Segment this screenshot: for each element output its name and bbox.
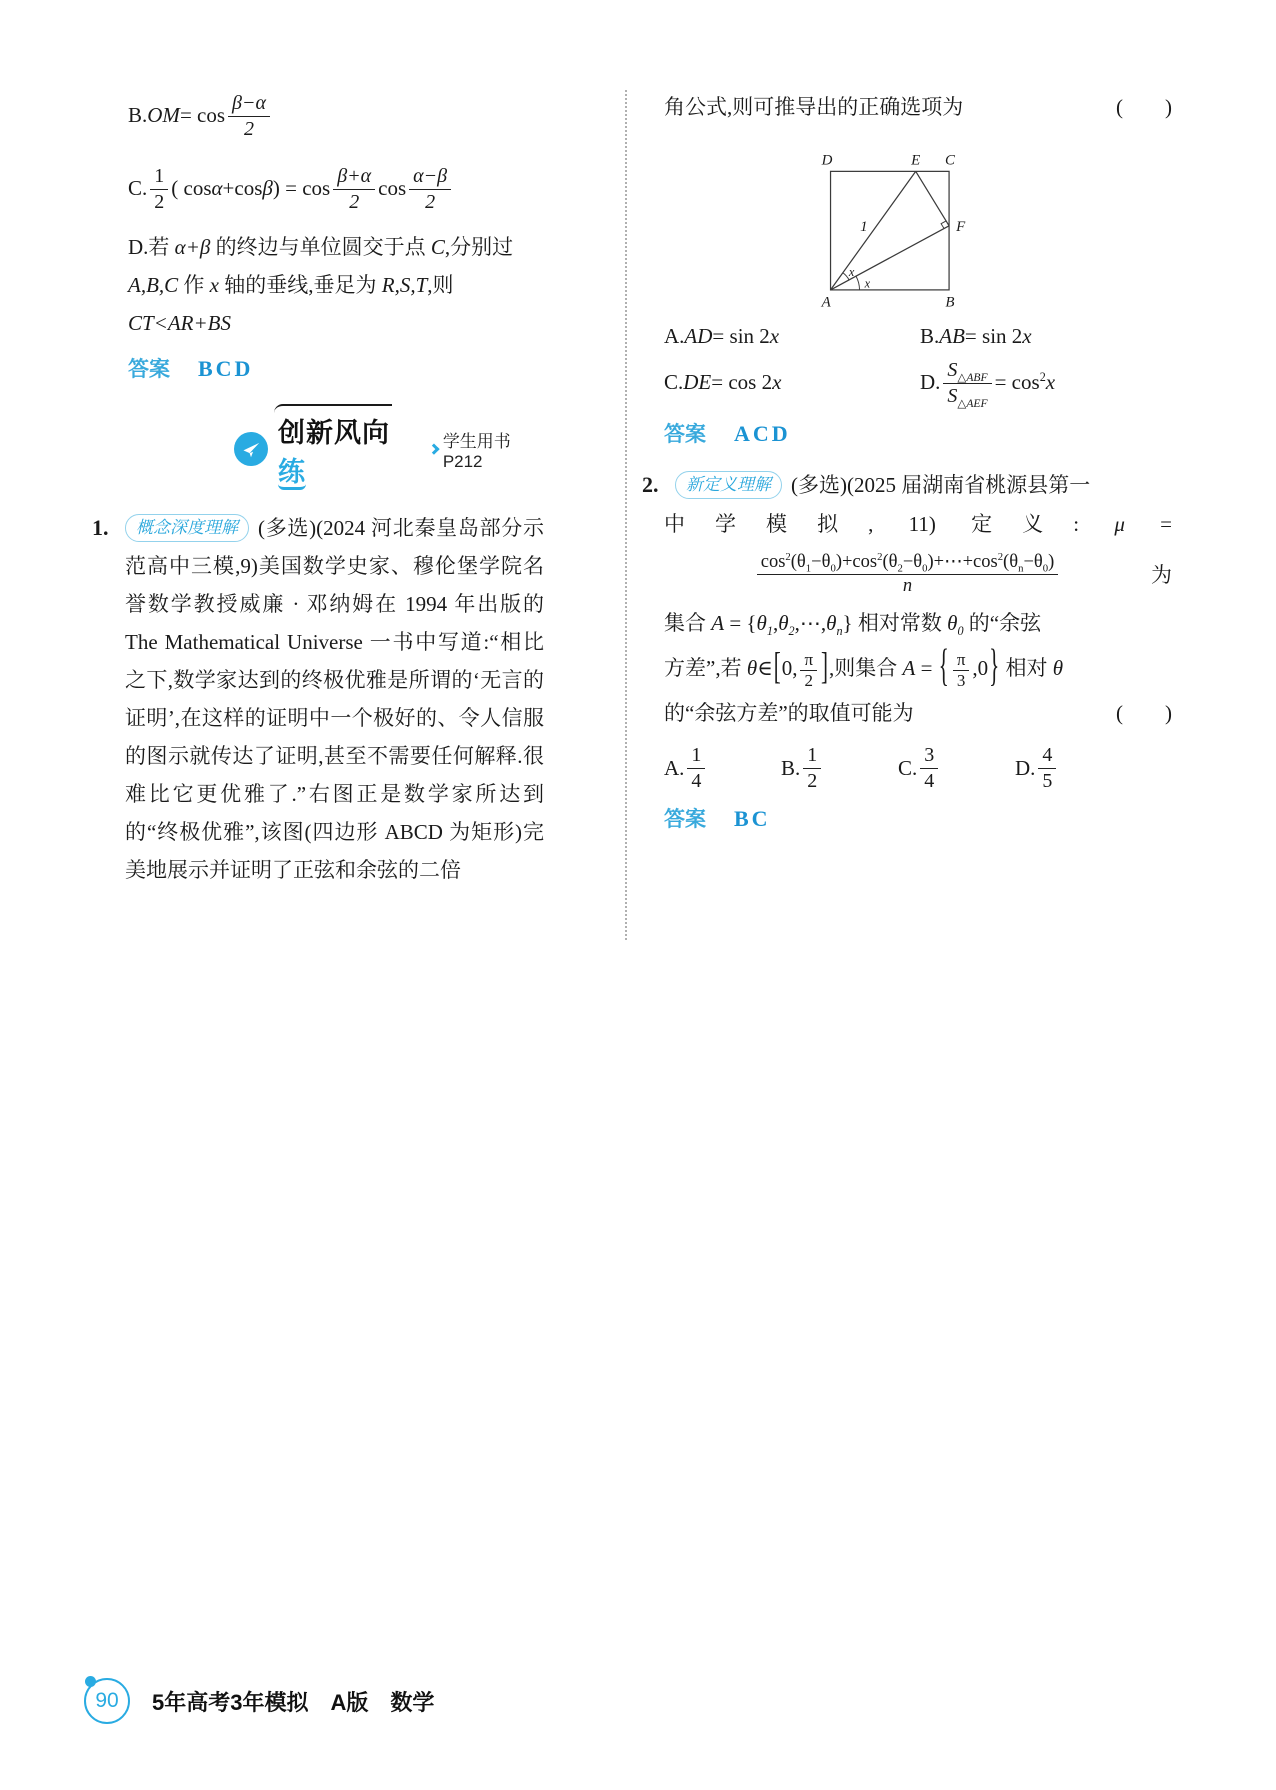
math-seg: C. [898,755,918,780]
math-seg: μ [1114,511,1125,536]
answer-value: BC [734,806,771,832]
math-seg: ) = cos [272,176,331,201]
math-seg: AB [939,324,965,348]
math-seg: x [772,370,782,395]
page-footer [84,1678,434,1724]
math-seg: ,则 [427,273,454,297]
fraction: $\frac{\pi}{3}$ [953,651,970,690]
math-seg: = sin 2 [964,324,1023,348]
choice-paren: ( ) [1116,95,1172,119]
math-seg: , [772,611,779,636]
math-seg: β [262,176,273,201]
math-seg: } [989,639,1000,692]
series-title: 5年高考3年模拟 [152,1689,309,1715]
math-seg: 相对 [1000,656,1053,681]
math-seg: B. [781,755,801,780]
question-2-line1: (多选)(2025 届湖南省桃源县第一 [791,472,1091,497]
math-seg: 的终边与单位圆交于点 [210,235,431,259]
math-seg: [ [773,644,781,688]
option-b-formula [92,88,544,144]
math-seg: A [902,656,916,681]
formula-suffix: 为 [1151,563,1172,588]
option-d-line2 [92,266,544,304]
page-number-badge [84,1678,130,1724]
math-seg: B. [920,324,940,348]
vertex-label-d: D [821,152,833,169]
book-title [152,1686,434,1717]
math-seg: 0, [781,656,798,681]
math-seg: ,⋯, [794,611,827,636]
question-2-line4 [642,639,1172,694]
answer-label: 答案 [664,808,706,832]
math-seg: 方差”,若 [664,656,747,681]
math-seg: $\theta_2$ [778,611,795,639]
angle-arc-lower [856,276,860,290]
math-seg: AD [684,324,713,348]
answer-value: BCD [198,356,254,381]
math-seg: ∈ [757,656,773,681]
option-c-formula [92,158,544,220]
math-seg: C. [664,370,684,395]
question-1-text: (多选)(2024 河北秦皇岛部分示范高中三模,9)美国数学史家、穆伦堡学院名誉数学教授威廉 · 邓纳姆在 1994 年出版的 The Mathematical Universe 一书中写道:“相比之下,数学家达到的终极优雅是所谓的‘无言的证明’,在这样的证明中一个极好的、令人信服的图示就传达了证明,甚至不需要任何解释.很难比它更优雅了.”右图正是数学家所达到的“终极优雅”,该图(四边形 ABCD 为矩形)完美地展示并证明了正弦和余弦的二倍 [125,516,544,882]
left-column [92,88,544,889]
math-seg: } 相对常数 [842,611,948,636]
right-column [642,88,1172,845]
math-seg: CT<AR+BS [128,311,232,335]
option-a [664,744,781,792]
question-2 [642,466,1172,504]
side-length-label: 1 [860,219,868,236]
fraction: $\frac{S_{\triangle ABF}}{S_{\triangle AEF}}$ [943,359,991,407]
fraction: $\frac{\beta-\alpha}{2}$ [228,92,270,140]
point-label-f: F [956,219,966,236]
rectangle-diagram [782,138,1002,318]
vertex-label-a: A [821,294,831,311]
option-c [664,370,920,395]
math-seg: 的“余弦 [963,611,1042,636]
math-seg: 中学模拟, 11) 定义: [664,511,1115,536]
math-seg: ,0 [972,656,989,681]
question-1-continuation-text: 角公式,则可推导出的正确选项为 [664,95,964,119]
math-seg: = [1124,511,1172,536]
question-2-options [642,744,1132,792]
point-label-e: E [911,152,921,169]
option-d-line1 [92,228,544,266]
answer-label: 答案 [664,422,706,446]
answer-label: 答案 [128,358,170,381]
math-seg: A. [664,755,685,780]
option-b [781,744,898,792]
math-seg: C [430,235,445,259]
math-seg: D.若 [128,235,175,259]
answer-row-previous [92,352,544,387]
banner-title [278,409,410,489]
question-1 [92,509,544,889]
vertex-label-b: B [945,294,955,311]
chevron-right-icon [428,443,439,454]
option-b [920,324,1172,349]
question-2-line5 [642,694,1172,732]
math-seg: x [1045,370,1056,395]
math-seg: ,分别过 [444,235,514,259]
option-d-line3 [92,304,544,342]
question-1-tag: 概念深度理解 [125,514,249,542]
question-2-line2 [642,504,1172,544]
option-c [898,744,1015,792]
fraction: $\frac{1}{2}$ [150,165,168,213]
math-seg: ] [821,644,829,688]
question-2-tag: 新定义理解 [675,471,782,499]
fraction: $\frac{3}{4}$ [920,744,938,792]
math-seg: DE [683,370,712,395]
math-seg: { [938,639,949,692]
fraction: $\frac{1}{2}$ [803,744,821,792]
option-d [920,359,1172,410]
math-seg: x [1022,324,1032,348]
math-seg: = cos 2 [711,370,773,395]
angle-label-lower: x [864,276,871,291]
math-seg: A,B,C [128,273,179,297]
math-seg: θ [1052,656,1064,681]
math-seg: 集合 [664,611,712,636]
question-2-line5-text: 的“余弦方差”的取值可能为 [664,701,914,726]
math-seg: OM [147,103,180,128]
segment-ae [831,171,916,290]
paper-plane-icon [234,432,268,466]
segment-ef [916,171,949,225]
banner-title-main: 创新风向 [278,418,390,448]
question-2-number: 2. [642,471,659,497]
math-seg: B. [128,103,148,128]
option-d [1015,744,1132,792]
section-banner [234,409,544,489]
fraction: $\frac{\beta+\alpha}{2}$ [333,165,375,213]
math-seg: = { [724,611,757,636]
math-seg: A. [664,324,685,348]
answer-row-q1 [642,417,1172,452]
fraction: $\frac{1}{4}$ [687,744,705,792]
math-seg: D. [920,370,941,395]
option-a [664,324,920,349]
subject-label: 数学 [390,1689,435,1715]
math-seg: A [711,611,725,636]
question-1-options [642,324,1172,410]
math-seg: = [915,656,938,681]
math-seg: x [209,273,219,297]
math-seg: R,S,T [381,273,428,297]
column-divider [625,90,627,940]
math-seg: 轴的垂线,垂足为 [219,273,382,297]
fraction: $\frac{4}{5}$ [1038,744,1056,792]
math-seg: = sin 2 [712,324,770,348]
page-number: 90 [95,1689,119,1712]
banner-title-accent: 练 [278,457,306,490]
fraction: $\frac{\alpha-\beta}{2}$ [409,165,451,213]
math-seg: α+β [174,235,211,259]
math-seg: ( cos [171,176,212,201]
question-1-number: 1. [92,515,109,540]
question-1-continuation [642,88,1172,126]
math-seg: 作 [178,273,210,297]
student-book-ref [430,427,544,472]
math-seg: x [769,324,780,348]
vertex-label-c: C [944,152,955,169]
segment-af [831,226,950,290]
choice-paren: ( ) [1116,701,1172,726]
answer-value: ACD [734,420,791,446]
math-seg: θ [746,656,758,681]
math-seg: $\theta_1$ [756,611,773,639]
math-seg: = cos [179,103,226,128]
math-seg: = $\cos^2$ [994,370,1046,395]
fraction: $\frac{\pi}{2}$ [800,651,817,690]
definition-formula [642,552,1172,596]
math-seg: cos [378,176,407,201]
math-seg: ,则集合 [829,656,903,681]
fraction: $\frac{\cos^2(\theta_1-\theta_0)+\cos^2(\theta_2-\theta_0)+\cdots+\cos^2(\theta_n-\theta_0)}{n}$ [757,552,1059,596]
cosine-variance-fraction [664,552,1151,596]
math-seg: D. [1015,755,1036,780]
math-seg: α [211,176,223,201]
geometry-figure [782,138,1172,318]
edition-label: A版 [330,1689,369,1715]
student-book-ref-text: 学生用书P212 [442,431,511,471]
math-seg: $\theta_0$ [947,611,964,639]
math-seg: +cos [222,176,263,201]
angle-label-upper: x [848,264,855,279]
answer-row-q2 [642,802,1172,837]
math-seg: C. [128,176,148,201]
math-seg: $\theta_n$ [826,611,843,639]
question-2-line3 [642,604,1172,642]
